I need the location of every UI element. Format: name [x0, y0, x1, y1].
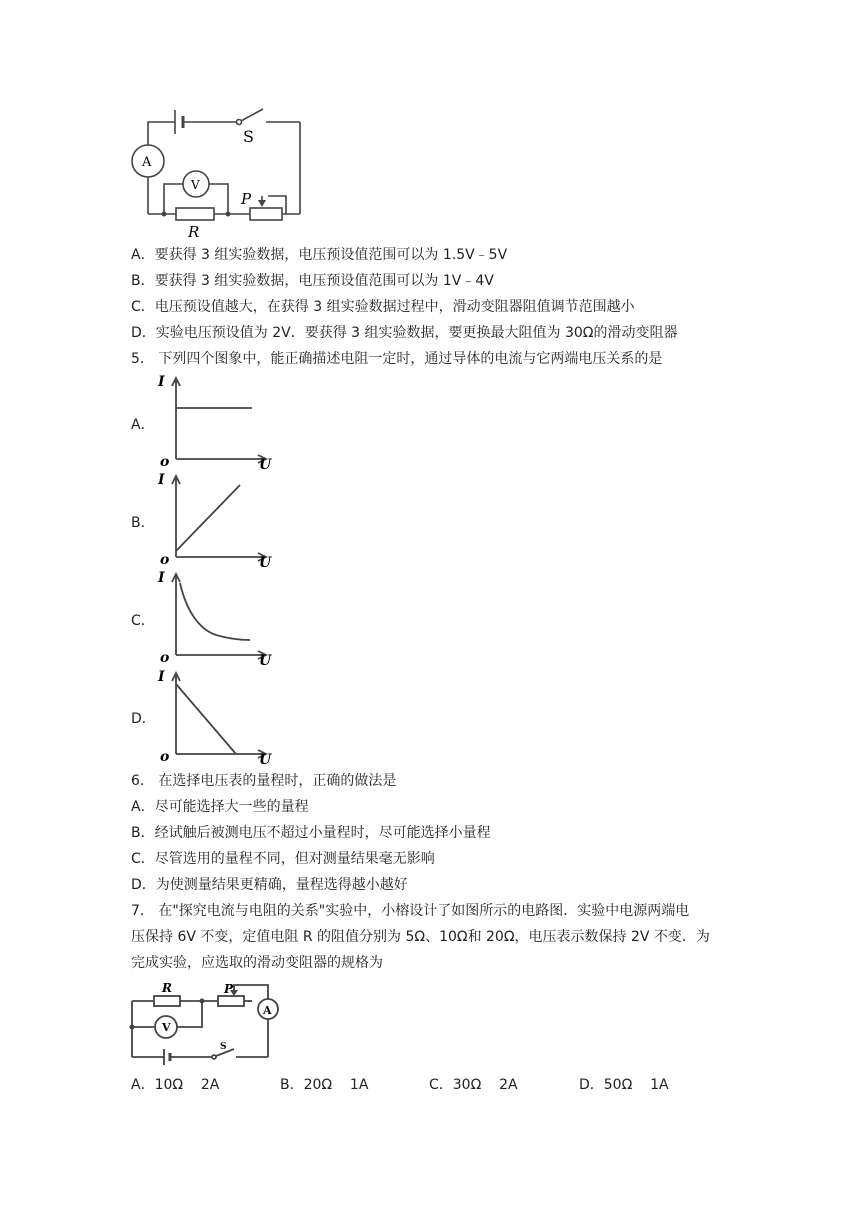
ammeter-label: A [263, 1004, 272, 1017]
q7-option-b: B．20Ω 1A [280, 1077, 369, 1093]
origin-label: o [160, 749, 170, 764]
q7-question-line-1: 7． 在"探究电流与电阻的关系"实验中，小榕设计了如图所示的电路图．实验中电源两端电 [131, 903, 690, 919]
q5-option-d-label: D． [131, 711, 156, 727]
voltmeter-label: V [162, 1021, 171, 1034]
q4-option-b: B．要获得 3 组实验数据，电压预设值范围可以为 1V﹣4V [131, 273, 494, 289]
x-axis-label: U [259, 457, 272, 469]
resistor-label: R [162, 981, 172, 995]
q6-option-d: D．为使测量结果更精确，量程选得越小越好 [131, 877, 408, 893]
resistor-label: R [188, 223, 200, 240]
x-axis-label: U [259, 653, 272, 665]
q7-question-line-2: 压保持 6V 不变，定值电阻 R 的阻值分别为 5Ω、10Ω和 20Ω，电压表示数保持 2V 不变．为 [131, 929, 710, 945]
origin-label: o [160, 552, 170, 567]
y-axis-label: I [158, 472, 165, 488]
origin-label: o [160, 454, 170, 469]
q4-option-a: A．要获得 3 组实验数据，电压预设值范围可以为 1.5V﹣5V [131, 247, 508, 263]
ammeter-label: A [142, 155, 152, 170]
y-axis-label: I [158, 374, 165, 390]
graph-b-proportional-line [150, 471, 272, 567]
graph-a-horizontal-line [150, 373, 272, 469]
switch-label: S [243, 127, 254, 146]
q5-option-a-label: A． [131, 417, 155, 433]
q6-option-c: C．尽管选用的量程不同，但对测量结果毫无影响 [131, 851, 435, 867]
slider-label: P [224, 982, 234, 996]
q4-option-c: C．电压预设值越大，在获得 3 组实验数据过程中，滑动变阻器阻值调节范围越小 [131, 299, 635, 315]
q7-circuit-diagram [126, 975, 286, 1067]
switch-label: S [220, 1042, 227, 1052]
q6-option-a: A．尽可能选择大一些的量程 [131, 799, 309, 815]
graph-d-decreasing-line [150, 668, 272, 764]
voltmeter-label: V [191, 178, 200, 192]
x-axis-label: U [259, 752, 272, 764]
slider-label: P [241, 190, 252, 208]
q7-option-a: A．10Ω 2A [131, 1077, 220, 1093]
x-axis-label: U [259, 555, 272, 567]
y-axis-label: I [158, 669, 165, 685]
q7-option-d: D．50Ω 1A [579, 1077, 669, 1093]
y-axis-label: I [158, 570, 165, 586]
q6-option-b: B．经试触后被测电压不超过小量程时，尽可能选择小量程 [131, 825, 491, 841]
q5-option-c-label: C． [131, 613, 155, 629]
q6-question: 6． 在选择电压表的量程时，正确的做法是 [131, 773, 397, 789]
q7-question-line-3: 完成实验，应选取的滑动变阻器的规格为 [131, 955, 383, 971]
q5-option-b-label: B． [131, 515, 155, 531]
q4-option-d: D．实验电压预设值为 2V．要获得 3 组实验数据，要更换最大阻值为 30Ω的滑动变阻器 [131, 325, 678, 341]
q5-question: 5． 下列四个图象中，能正确描述电阻一定时，通过导体的电流与它两端电压关系的是 [131, 351, 663, 367]
q4-circuit-diagram [128, 100, 308, 240]
graph-c-inverse-curve [150, 569, 272, 665]
origin-label: o [160, 650, 170, 665]
q7-option-c: C．30Ω 2A [429, 1077, 518, 1093]
